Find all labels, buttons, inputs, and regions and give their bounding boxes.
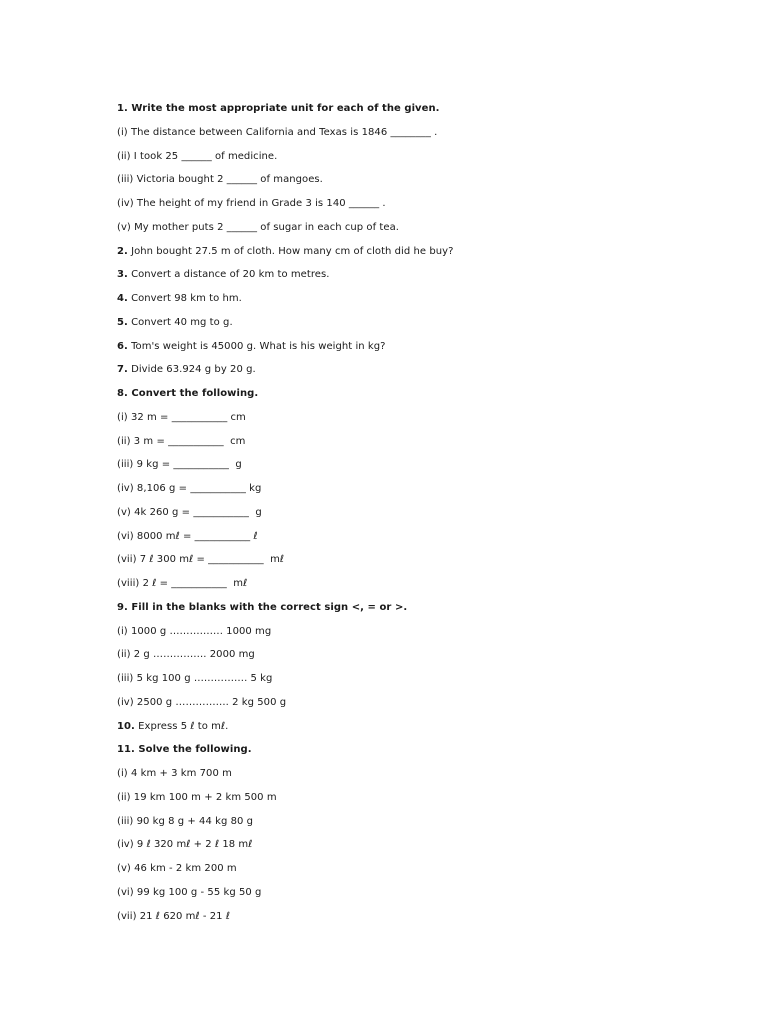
question-text: (iii) 90 kg 8 g + 44 kg 80 g: [117, 815, 254, 827]
question-text: Express 5 ℓ to mℓ.: [134, 720, 229, 732]
question-text: (i) The distance between California and Texas is 1846 ________ .: [117, 126, 438, 138]
sub-question-line: [117, 667, 737, 691]
sub-question-line: [117, 881, 737, 905]
question-number: 2.: [117, 245, 128, 257]
question-text: (iii) 5 kg 100 g ……………. 5 kg: [117, 673, 273, 684]
question-text: (vii) 7 ℓ 300 mℓ = ___________ mℓ: [117, 554, 285, 566]
question-line: [117, 738, 737, 762]
question-text: (iv) The height of my friend in Grade 3 is 140 ______ .: [117, 198, 386, 209]
question-number: 4.: [117, 293, 128, 304]
sub-question-line: [117, 430, 737, 454]
question-text: John bought 27.5 m of cloth. How many cm of cloth did he buy?: [127, 245, 454, 257]
sub-question-line: [117, 453, 737, 477]
question-line: [117, 240, 737, 264]
question-text: Divide 63.924 g by 20 g.: [127, 364, 256, 376]
question-line: [117, 311, 737, 335]
sub-question-line: [117, 145, 737, 169]
question-text: (vii) 21 ℓ 620 mℓ - 21 ℓ: [117, 910, 231, 922]
question-line: [117, 287, 737, 311]
sub-question-line: [117, 192, 737, 216]
question-text: Convert 98 km to hm.: [127, 293, 242, 304]
question-text: (iii) Victoria bought 2 ______ of mangoes.: [117, 174, 323, 186]
sub-question-line: [117, 762, 737, 786]
sub-question-line: [117, 525, 737, 549]
question-line: [117, 263, 737, 287]
question-text: (v) My mother puts 2 ______ of sugar in each cup of tea.: [117, 221, 399, 233]
question-text: (i) 32 m = ___________ cm: [117, 411, 246, 423]
section-heading: Fill in the blanks with the correct sign <, = or >.: [127, 601, 408, 613]
question-text: (ii) 19 km 100 m + 2 km 500 m: [117, 791, 277, 803]
question-line: [117, 382, 737, 406]
question-text: Convert 40 mg to g.: [127, 316, 233, 328]
question-line: [117, 715, 737, 739]
question-text: (iv) 9 ℓ 320 mℓ + 2 ℓ 18 mℓ: [117, 839, 253, 851]
question-text: Convert a distance of 20 km to metres.: [127, 269, 330, 281]
question-line: [117, 596, 737, 620]
question-number: 7.: [117, 364, 128, 376]
question-number: 8.: [117, 388, 128, 399]
section-heading: Solve the following.: [134, 744, 252, 756]
sub-question-line: [117, 810, 737, 834]
question-line: [117, 97, 737, 121]
sub-question-line: [117, 572, 737, 596]
sub-question-line: [117, 691, 737, 715]
worksheet-page: [117, 97, 737, 928]
question-number: 10.: [117, 720, 135, 732]
question-number: 5.: [117, 316, 128, 328]
question-text: (ii) 3 m = ___________ cm: [117, 435, 246, 447]
question-number: 11.: [117, 744, 135, 756]
sub-question-line: [117, 643, 737, 667]
question-text: (iv) 8,106 g = ___________ kg: [117, 483, 262, 494]
sub-question-line: [117, 216, 737, 240]
sub-question-line: [117, 406, 737, 430]
question-text: (vi) 8000 mℓ = ___________ ℓ: [117, 530, 258, 542]
question-text: (ii) 2 g ……………. 2000 mg: [117, 649, 255, 661]
sub-question-line: [117, 833, 737, 857]
question-number: 3.: [117, 269, 128, 281]
sub-question-line: [117, 905, 737, 929]
sub-question-line: [117, 548, 737, 572]
sub-question-line: [117, 477, 737, 501]
question-text: (iii) 9 kg = ___________ g: [117, 459, 242, 471]
sub-question-line: [117, 786, 737, 810]
sub-question-line: [117, 168, 737, 192]
sub-question-line: [117, 857, 737, 881]
section-heading: Convert the following.: [127, 388, 259, 399]
question-text: (viii) 2 ℓ = ___________ mℓ: [117, 578, 248, 589]
section-heading: Write the most appropriate unit for each of the given.: [127, 103, 440, 114]
question-number: 6.: [117, 340, 128, 352]
question-line: [117, 358, 737, 382]
sub-question-line: [117, 501, 737, 525]
question-text: (i) 1000 g ……………. 1000 mg: [117, 625, 272, 637]
question-text: (ii) I took 25 ______ of medicine.: [117, 150, 278, 162]
question-text: (vi) 99 kg 100 g - 55 kg 50 g: [117, 886, 262, 898]
question-text: (v) 46 km - 2 km 200 m: [117, 863, 237, 874]
sub-question-line: [117, 620, 737, 644]
question-number: 1.: [117, 103, 128, 114]
question-text: (v) 4k 260 g = ___________ g: [117, 506, 262, 518]
sub-question-line: [117, 121, 737, 145]
question-number: 9.: [117, 601, 128, 613]
question-text: (iv) 2500 g ……………. 2 kg 500 g: [117, 696, 287, 708]
question-text: (i) 4 km + 3 km 700 m: [117, 768, 232, 779]
question-line: [117, 335, 737, 359]
question-text: Tom's weight is 45000 g. What is his weight in kg?: [127, 340, 386, 352]
